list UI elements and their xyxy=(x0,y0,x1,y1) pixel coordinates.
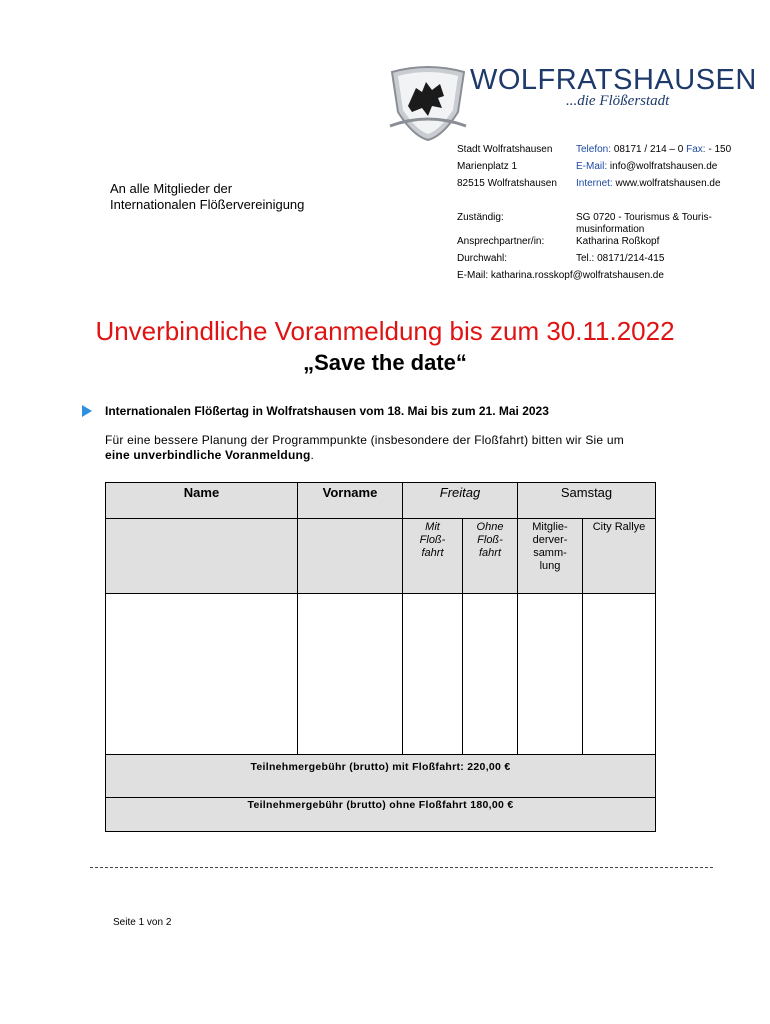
city-logo-emblem xyxy=(388,62,468,142)
fee-without-flossfahrt xyxy=(105,797,656,832)
contact-person-email[interactable]: E-Mail: katharina.rosskopf@wolfratshausen.de xyxy=(457,270,664,281)
recipient-line-2: Internationalen Flößervereinigung xyxy=(110,197,305,212)
address-city: Stadt Wolfratshausen xyxy=(457,144,553,155)
cut-line-divider xyxy=(90,867,713,868)
recipient-line-1: An alle Mitglieder der xyxy=(110,181,233,196)
col-header-samstag: Samstag xyxy=(517,482,656,519)
subheader-mitgliederversammlung xyxy=(517,518,583,594)
col-header-freitag: Freitag xyxy=(402,482,518,519)
entry-vorname-cell[interactable] xyxy=(297,593,403,755)
responsible-label: Zuständig: xyxy=(457,212,504,223)
headline: Unverbindliche Voranmeldung bis zum 30.11.2022 xyxy=(95,316,675,346)
contact-person-label: Ansprechpartner/in: xyxy=(457,236,545,247)
intro-bold: eine unverbindliche Voranmeldung xyxy=(105,448,311,462)
mit-line-3: fahrt xyxy=(421,547,444,559)
responsible-value-1: SG 0720 - Tourismus & Touris- xyxy=(576,212,712,223)
entry-city-rallye-cell[interactable] xyxy=(582,593,656,755)
mit-line-1: Mit xyxy=(425,521,440,533)
ohne-line-2: Floß- xyxy=(477,534,503,546)
subheader-city-rallye: City Rallye xyxy=(582,518,656,594)
fee-with-flossfahrt xyxy=(105,754,656,798)
email-label: E-Mail: xyxy=(576,161,608,172)
intro-end: . xyxy=(310,448,315,462)
ohne-line-1: Ohne xyxy=(476,521,504,533)
registration-table xyxy=(105,482,656,832)
fee-without-text: Teilnehmergebühr (brutto) ohne Floßfahrt 180,00 € xyxy=(247,799,514,811)
entry-mit-flossfahrt-cell[interactable] xyxy=(402,593,463,755)
intro-text: Für eine bessere Planung der Programmpunkte (insbesondere der Floßfahrt) bitten wir Sie um xyxy=(105,433,624,447)
subheader-vorname-empty xyxy=(297,518,403,594)
bullet-arrow-icon xyxy=(82,405,92,417)
subheader-mit-flossfahrt xyxy=(402,518,463,594)
address-zip: 82515 Wolfratshausen xyxy=(457,178,557,189)
mit-line-2: Floß- xyxy=(419,534,446,546)
entry-ohne-flossfahrt-cell[interactable] xyxy=(462,593,518,755)
logo-wordmark: WOLFRATSHAUSEN xyxy=(470,64,757,96)
email-value[interactable]: info@wolfratshausen.de xyxy=(609,161,718,172)
col-header-name: Name xyxy=(105,482,298,519)
direct-dial-value: Tel.: 08171/214-415 xyxy=(576,253,665,264)
page-number: Seite 1 von 2 xyxy=(113,917,172,928)
phone-label: Telefon: xyxy=(576,144,612,155)
mitg-line-1: Mitglie- xyxy=(532,521,568,533)
phone-line xyxy=(576,144,731,156)
intro-paragraph xyxy=(105,433,685,463)
email-line xyxy=(576,161,717,173)
fax-label: Fax: xyxy=(686,144,706,155)
internet-label: Internet: xyxy=(576,178,613,189)
contact-person-value: Katharina Roßkopf xyxy=(576,236,660,247)
mitg-line-3: samm- xyxy=(533,547,567,559)
ohne-line-3: fahrt xyxy=(478,547,501,559)
internet-line xyxy=(576,178,721,190)
recipient-block xyxy=(110,181,304,213)
mitg-line-2: derver- xyxy=(532,534,568,546)
responsible-value-2: musinformation xyxy=(576,224,645,235)
event-bullet: Internationalen Flößertag in Wolfratshausen vom 18. Mai bis zum 21. Mai 2023 xyxy=(105,404,549,418)
logo-tagline: ...die Flößerstadt xyxy=(566,93,670,109)
mitg-line-4: lung xyxy=(539,560,561,572)
direct-dial-label: Durchwahl: xyxy=(457,253,508,264)
address-street: Marienplatz 1 xyxy=(457,161,518,172)
fax-value: - 150 xyxy=(708,144,732,155)
internet-value[interactable]: www.wolfratshausen.de xyxy=(615,178,721,189)
entry-mitgliederversammlung-cell[interactable] xyxy=(517,593,583,755)
fee-with-text: Teilnehmergebühr (brutto) mit Floßfahrt: 220,00 € xyxy=(250,761,511,773)
save-the-date-subline: „Save the date“ xyxy=(303,350,467,375)
subheader-ohne-flossfahrt xyxy=(462,518,518,594)
subheader-name-empty xyxy=(105,518,298,594)
phone-value: 08171 / 214 – 0 xyxy=(613,144,684,155)
col-header-vorname: Vorname xyxy=(297,482,403,519)
entry-name-cell[interactable] xyxy=(105,593,298,755)
